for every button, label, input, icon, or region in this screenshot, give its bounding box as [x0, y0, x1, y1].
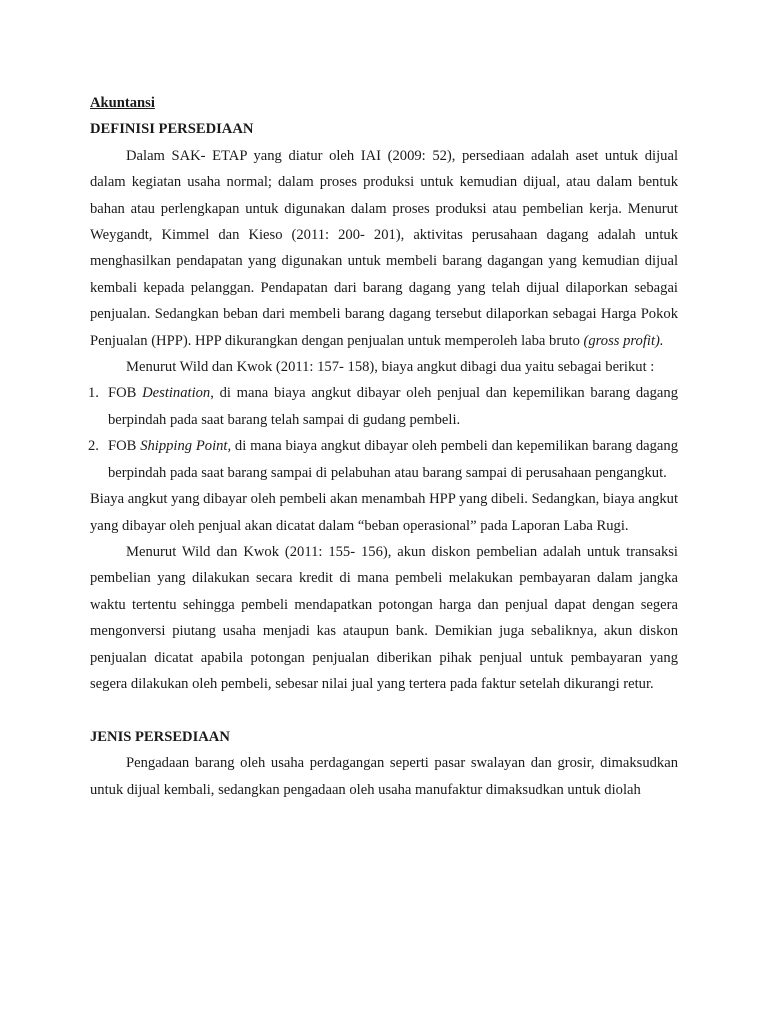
list-text-post: di mana biaya angkut dibayar oleh pembeli dan kepemilikan barang dagang berpindah pada saat barang sampai di pelabuhan atau barang sampai di perusahaan pengangkut. [108, 438, 679, 481]
list-text-pre: FOB [108, 438, 141, 455]
section-heading-jenis: JENIS PERSEDIAAN [90, 728, 230, 745]
paragraph-hpp: Biaya angkut yang dibayar oleh pembeli akan menambah HPP yang dibeli. Sedangkan, biaya angkut yang dibayar oleh penjual akan dicatat dalam “beban operasional” pada Laporan Laba Rugi. [90, 491, 678, 534]
paragraph-definisi [90, 143, 678, 354]
document-page [90, 90, 678, 803]
list-item [90, 433, 678, 486]
list-term-italic: Destination [142, 385, 211, 402]
paragraph-diskon: Menurut Wild dan Kwok (2011: 155- 156), akun diskon pembelian adalah untuk transaksi pembelian yang dilakukan secara kredit di mana pembeli melakukan pembayaran dalam jangka waktu tertentu sehingga pembeli mendapatkan potongan harga dan penjual dapat dengan segera mengonversi piutang usaha menjadi kas ataupun bank. Demikian juga sebaliknya, akun diskon penjualan dicatat apabila potongan penjualan diberikan pihak penjual untuk pembayaran yang segera dilakukan oleh pembeli, sebesar nilai jual yang tertera pada faktur setelah dikurangi retur. [90, 543, 678, 692]
document-title: Akuntansi [90, 95, 155, 111]
list-text-post: , di mana biaya angkut dibayar oleh penjual dan kepemilikan barang dagang berpindah pada saat barang telah sampai di gudang pembeli. [108, 385, 679, 428]
list-term-italic: Shipping Point, [140, 438, 232, 455]
fob-list [90, 380, 678, 486]
paragraph-italic-term: (gross profit) [583, 332, 660, 349]
paragraph-biaya-angkut: Menurut Wild dan Kwok (2011: 157- 158), biaya angkut dibagi dua yaitu sebagai berikut : [126, 359, 655, 376]
list-number: 2. [88, 438, 99, 455]
list-item [90, 380, 678, 433]
list-text-pre: FOB [108, 385, 143, 402]
list-number: 1. [88, 385, 99, 402]
section-heading-definisi: DEFINISI PERSEDIAAN [90, 121, 254, 138]
paragraph-text: Dalam SAK- ETAP yang diatur oleh IAI (2009: 52), persediaan adalah aset untuk dijual dalam kegiatan usaha normal; dalam proses produksi untuk kemudian dijual, atau dalam bentuk bahan atau perlengkapan untuk digunakan dalam proses produksi atau pembelian kerja. Menurut Weygandt, Kimmel dan Kieso (2011: 200- 201), aktivitas perusahaan dagang adalah untuk menghasilkan pendapatan yang digunakan untuk membeli barang dagangan yang kemudian dijual kembali kepada pelanggan. Pendapatan dari barang dagang yang telah dijual dilaporkan sebagai penjualan. Sedangkan beban dari membeli barang dagang tersebut dilaporkan sebagai Harga Pokok Penjualan (HPP). HPP dikurangkan dengan penjualan untuk memperoleh laba bruto [90, 147, 678, 349]
paragraph-jenis: Pengadaan barang oleh usaha perdagangan seperti pasar swalayan dan grosir, dimaksudkan untuk dijual kembali, sedangkan pengadaan oleh usaha manufaktur dimaksudkan untuk diolah [90, 755, 678, 798]
section-spacer [90, 697, 678, 723]
paragraph-end: . [659, 332, 664, 349]
